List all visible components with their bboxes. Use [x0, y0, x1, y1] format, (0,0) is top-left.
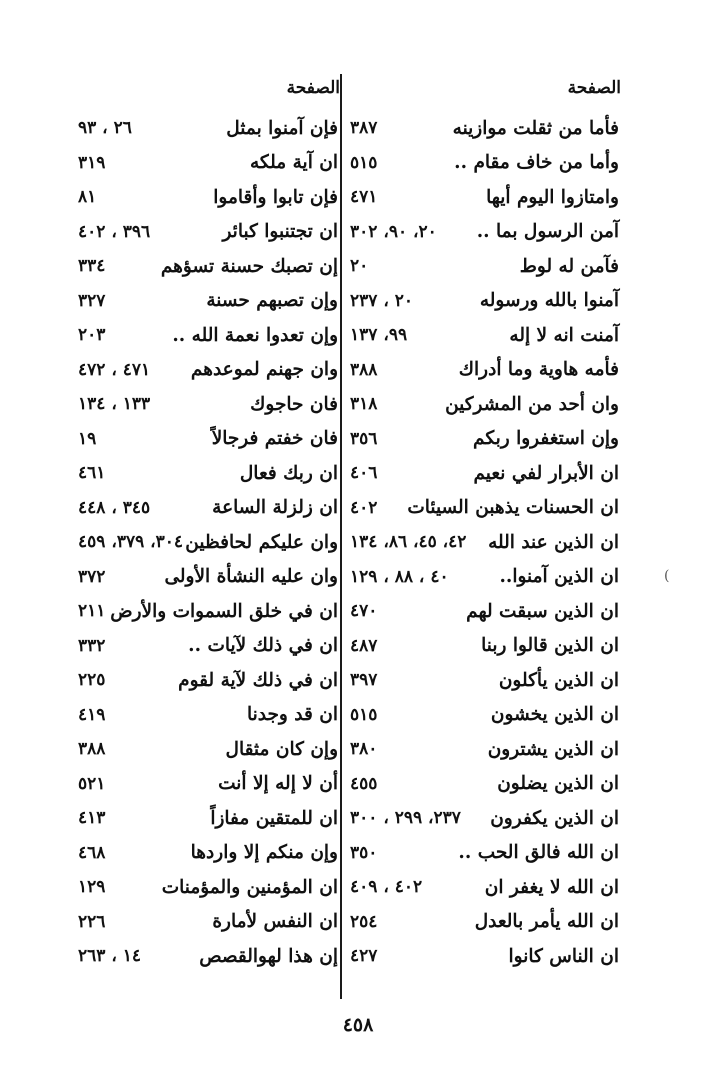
index-entry [346, 939, 621, 974]
index-entry [74, 215, 340, 250]
index-entry [74, 698, 340, 733]
index-entry [346, 456, 621, 491]
entry-phrase: ان الذين سبقت لهم [466, 600, 619, 622]
entry-page-refs: ٣٨٨ [78, 739, 106, 760]
index-entry [346, 215, 621, 250]
index-entry [74, 249, 340, 284]
entry-phrase: ان في ذلك لآية لقوم [178, 669, 338, 691]
entry-phrase: وإن تعدوا نعمة الله .. [172, 324, 338, 346]
entry-phrase: فآمن له لوط [519, 255, 619, 277]
entry-page-refs: ٢٥٤ [350, 911, 378, 932]
index-entry [74, 422, 340, 457]
index-entry [74, 456, 340, 491]
entry-phrase: ان الذين قالوا ربنا [481, 635, 619, 657]
entry-page-refs: ٣٥٦ [350, 428, 378, 449]
entry-phrase: ان زلزلة الساعة [212, 497, 338, 519]
index-entry [74, 146, 340, 181]
entry-phrase: ان الذين عند الله [488, 531, 619, 553]
index-entry [74, 180, 340, 215]
entry-page-refs: ٢٠٣ [78, 325, 106, 346]
entry-page-refs: ٣١٩ [78, 152, 106, 173]
entry-page-refs: ٢٢٥ [78, 670, 106, 691]
index-entry [346, 387, 621, 422]
entry-page-refs: ٤٢٧ [350, 946, 378, 967]
entry-phrase: وامتازوا اليوم أيها [486, 186, 619, 208]
index-entry [346, 318, 621, 353]
entry-phrase: آمن الرسول بما .. [476, 221, 619, 243]
index-entry [74, 801, 340, 836]
entry-page-refs: ٤١٣ [78, 808, 106, 829]
entry-phrase: أن لا إله إلا أنت [218, 773, 338, 795]
entry-phrase: وان عليه النشأة الأولى [164, 566, 338, 588]
index-entry [346, 249, 621, 284]
entry-page-refs: ٤٧٠ [350, 601, 378, 622]
index-entry [74, 353, 340, 388]
entry-page-refs: ١٤ ، ٢٦٣ [78, 946, 141, 967]
right-column-heading: الصفحة [567, 78, 621, 98]
entry-phrase: فأمه هاوية وما أدراك [458, 359, 619, 381]
index-entry [346, 560, 621, 595]
entry-phrase: إن تصبك حسنة تسؤهم [160, 255, 338, 277]
entry-phrase: فإن تابوا وأقاموا [213, 186, 338, 208]
entry-phrase: فان حاجوك [250, 393, 338, 415]
index-entry [346, 698, 621, 733]
entry-page-refs: ٢١١ [78, 601, 106, 622]
entry-page-refs: ٣٨٧ [350, 118, 378, 139]
index-entry [346, 422, 621, 457]
index-entry [74, 732, 340, 767]
entry-phrase: ان للمتقين مفازاً [210, 807, 338, 829]
entry-phrase: وان جهنم لموعدهم [190, 359, 338, 381]
entry-phrase: ان الحسنات يذهبن السيئات [407, 497, 619, 519]
index-entry [346, 836, 621, 871]
page-number: ٤٥٨ [342, 1014, 374, 1036]
entry-phrase: وأما من خاف مقام .. [454, 152, 619, 174]
index-entry [346, 146, 621, 181]
entry-phrase: ان الله لا يغفر ان [484, 876, 619, 898]
entry-phrase: آمنوا بالله ورسوله [479, 290, 619, 312]
entry-page-refs: ٢٣٧، ٢٩٩ ، ٣٠٠ [350, 808, 461, 829]
entry-phrase: ان الذين يشترون [487, 738, 619, 760]
index-entry [346, 180, 621, 215]
entry-phrase: ان ربك فعال [239, 462, 338, 484]
entry-page-refs: ٨١ [78, 187, 97, 208]
entry-phrase: فأما من ثقلت موازينه [452, 117, 619, 139]
index-entry [74, 318, 340, 353]
entry-page-refs: ٩٩، ١٣٧ [350, 325, 408, 346]
index-entry [346, 525, 621, 560]
index-entry [74, 525, 340, 560]
index-entry [346, 629, 621, 664]
index-entry [74, 594, 340, 629]
index-entry [346, 663, 621, 698]
entry-page-refs: ٣٧٢ [78, 566, 106, 587]
index-entry [346, 491, 621, 526]
index-entry [74, 629, 340, 664]
entry-phrase: فإن آمنوا بمثل [226, 117, 338, 139]
entry-phrase: وان عليكم لحافظين [185, 531, 338, 553]
index-entry [346, 353, 621, 388]
entry-page-refs: ٣٨٨ [350, 359, 378, 380]
entry-page-refs: ٤٥٥ [350, 773, 378, 794]
entry-phrase: وإن استغفروا ربكم [473, 428, 619, 450]
entry-phrase: ان الله يأمر بالعدل [474, 911, 619, 933]
entry-page-refs: ٣٣٢ [78, 635, 106, 656]
entry-page-refs: ٤٦١ [78, 463, 106, 484]
left-index-column [74, 0, 340, 1078]
entry-page-refs: ٤٠ ، ٨٨ ، ١٢٩ [350, 566, 449, 587]
entry-phrase: ان الذين يأكلون [498, 669, 619, 691]
entry-page-refs: ٣٤٥ ، ٤٤٨ [78, 497, 151, 518]
entry-page-refs: ٢٠، ٩٠، ٣٠٢ [350, 221, 437, 242]
entry-phrase: ان آية ملكه [250, 152, 338, 174]
entry-page-refs: ٣١٨ [350, 394, 378, 415]
entry-phrase: ان في ذلك لآيات .. [188, 635, 338, 657]
index-entry [74, 663, 340, 698]
left-column-heading: الصفحة [286, 78, 340, 98]
entry-page-refs: ٣٣٤ [78, 256, 106, 277]
entry-phrase: ان الأبرار لفي نعيم [473, 462, 619, 484]
index-entry [74, 387, 340, 422]
entry-page-refs: ٢٠ ، ٢٣٧ [350, 290, 413, 311]
entry-page-refs: ٥٢١ [78, 773, 106, 794]
index-entry [74, 939, 340, 974]
entry-phrase: وان أحد من المشركين [445, 393, 619, 415]
entry-phrase: وإن منكم إلا واردها [190, 842, 338, 864]
entry-page-refs: ٣٥٠ [350, 842, 378, 863]
entry-page-refs: ٣٢٧ [78, 290, 106, 311]
index-entry [74, 284, 340, 319]
entry-page-refs: ٢٢٦ [78, 911, 106, 932]
entry-phrase: ان النفس لأمارة [212, 911, 338, 933]
entry-phrase: فان خفتم فرجالاً [211, 428, 338, 450]
entry-page-refs: ٣٠٤، ٣٧٩، ٤٥٩ [78, 532, 184, 553]
entry-phrase: ان الناس كانوا [508, 945, 619, 967]
index-entry [346, 905, 621, 940]
entry-page-refs: ٢٦ ، ٩٣ [78, 118, 132, 139]
entry-page-refs: ٤٧١ ، ٤٧٢ [78, 359, 151, 380]
right-index-column [346, 0, 621, 1078]
index-entry [74, 870, 340, 905]
entry-phrase: ان الذين يخشون [490, 704, 619, 726]
entry-page-refs: ٤٢، ٤٥، ٨٦، ١٣٤ [350, 532, 467, 553]
entry-page-refs: ٤٠٦ [350, 463, 378, 484]
entry-page-refs: ١٩ [78, 428, 97, 449]
column-divider [340, 74, 342, 999]
entry-page-refs: ٣٩٧ [350, 670, 378, 691]
entry-phrase: ان تجتنبوا كبائر [222, 221, 338, 243]
margin-mark: ( [664, 568, 670, 584]
entry-page-refs: ٤٨٧ [350, 635, 378, 656]
entry-page-refs: ٤٧١ [350, 187, 378, 208]
left-index-rows [74, 111, 340, 974]
index-entry [74, 767, 340, 802]
entry-phrase: وإن كان مثقال [225, 738, 338, 760]
index-entry [74, 836, 340, 871]
entry-phrase: ان المؤمنين والمؤمنات [161, 876, 338, 898]
entry-page-refs: ٥١٥ [350, 152, 378, 173]
index-entry [74, 491, 340, 526]
entry-page-refs: ١٢٩ [78, 877, 106, 898]
entry-page-refs: ١٣٣ ، ١٣٤ [78, 394, 151, 415]
index-entry [346, 767, 621, 802]
index-entry [346, 732, 621, 767]
entry-phrase: ان في خلق السموات والأرض [110, 600, 338, 622]
index-entry [346, 111, 621, 146]
index-entry [346, 801, 621, 836]
index-entry [74, 905, 340, 940]
entry-page-refs: ٢٠ [350, 256, 369, 277]
index-entry [74, 560, 340, 595]
entry-page-refs: ٤٠٢ ، ٤٠٩ [350, 877, 423, 898]
entry-phrase: آمنت انه لا إله [509, 324, 619, 346]
entry-phrase: ان الذين يضلون [497, 773, 619, 795]
entry-phrase: ان الله فالق الحب .. [458, 842, 619, 864]
entry-phrase: ان الذين يكفرون [490, 807, 619, 829]
entry-phrase: ان قد وجدنا [246, 704, 338, 726]
entry-page-refs: ٣٨٠ [350, 739, 378, 760]
entry-page-refs: ٤٠٢ [350, 497, 378, 518]
index-entry [346, 870, 621, 905]
entry-page-refs: ٣٩٦ ، ٤٠٢ [78, 221, 151, 242]
entry-phrase: إن هذا لهوالقصص [199, 945, 338, 967]
index-entry [346, 284, 621, 319]
right-index-rows [346, 111, 621, 974]
entry-phrase: وإن تصبهم حسنة [206, 290, 338, 312]
entry-phrase: ان الذين آمنوا.. [499, 566, 619, 588]
entry-page-refs: ٤١٩ [78, 704, 106, 725]
index-entry [74, 111, 340, 146]
index-entry [346, 594, 621, 629]
entry-page-refs: ٥١٥ [350, 704, 378, 725]
entry-page-refs: ٤٦٨ [78, 842, 106, 863]
